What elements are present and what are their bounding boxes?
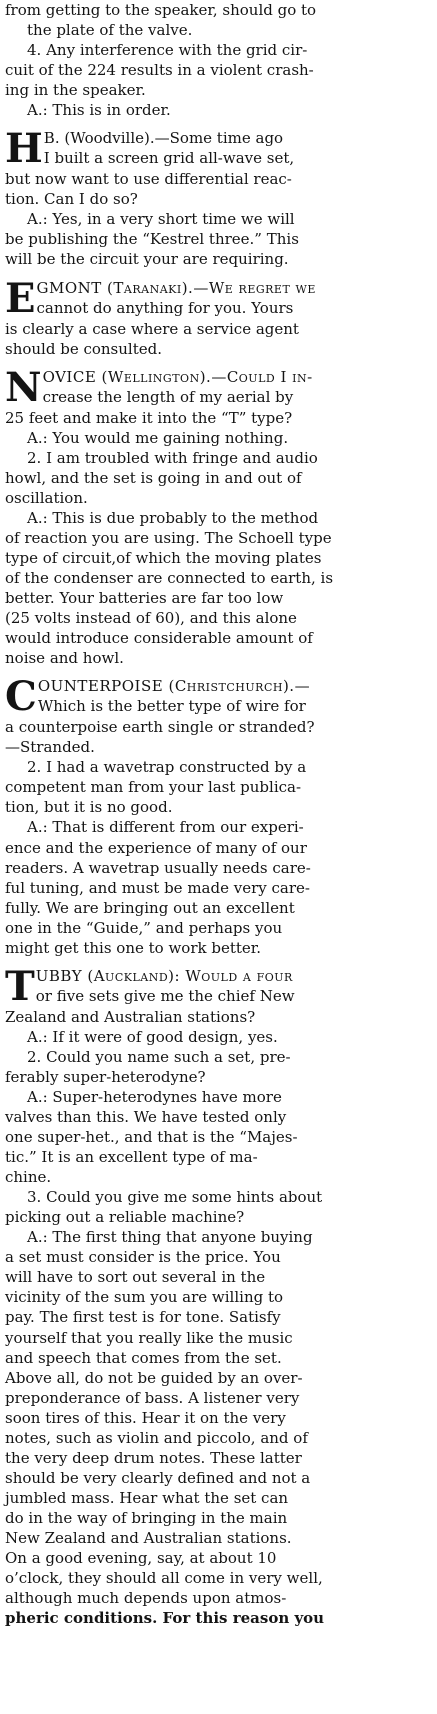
- text-line: cuit of the 224 results in a violent crash-: [5, 61, 314, 80]
- text-line: jumbled mass. Hear what the set can: [5, 1488, 289, 1507]
- text-line: might get this one to work better.: [5, 938, 262, 957]
- text-line: better. Your batteries are far too low: [5, 589, 284, 608]
- text-line: A.: That is different from our experi-: [27, 818, 304, 837]
- text-line: 2. Could you name such a set, pre-: [27, 1047, 291, 1066]
- text-line: UBBY (Auckland): Would a four: [35, 966, 293, 985]
- text-line: 2. I had a wavetrap constructed by a: [27, 758, 307, 777]
- text-line: I built a screen grid all-wave set,: [43, 149, 295, 168]
- text-line: A.: You would me gaining nothing.: [27, 428, 289, 447]
- text-line: notes, such as violin and piccolo, and of: [5, 1428, 308, 1447]
- text-line: one in the “Guide,” and perhaps you: [5, 918, 283, 937]
- text-line: readers. A wavetrap usually needs care-: [5, 858, 311, 877]
- text-line: pheric conditions. For this reason you: [5, 1609, 325, 1628]
- text-line: would introduce considerable amount of: [5, 629, 313, 648]
- text-line: Above all, do not be guided by an over-: [5, 1368, 303, 1387]
- text-line: Zealand and Australian stations?: [5, 1007, 256, 1026]
- text-line: will have to sort out several in the: [5, 1268, 266, 1287]
- text-line: crease the length of my aerial by: [42, 387, 294, 406]
- text-line: should be very clearly defined and not a: [5, 1468, 311, 1487]
- text-line: o’clock, they should all come in very well,: [5, 1569, 323, 1588]
- text-line: ing in the speaker.: [5, 81, 146, 100]
- text-line: yourself that you really like the music: [5, 1328, 293, 1347]
- drop-cap: H: [5, 125, 43, 173]
- text-line: B. (Woodville).—Some time ago: [43, 129, 284, 148]
- drop-cap: E: [5, 274, 36, 322]
- text-line: 25 feet and make it into the “T” type?: [5, 408, 293, 427]
- text-line: the very deep drum notes. These latter: [5, 1448, 302, 1467]
- text-line: one super-het., and that is the “Majes-: [5, 1128, 298, 1147]
- text-line: chine.: [5, 1168, 52, 1187]
- text-line: ence and the experience of many of our: [5, 838, 307, 857]
- text-line: OUNTERPOISE (Christchurch).—: [37, 677, 311, 696]
- text-line: tic.” It is an excellent type of ma-: [5, 1148, 258, 1167]
- text-line: 3. Could you give me some hints about: [27, 1188, 323, 1207]
- query-woodville: [5, 125, 433, 269]
- text-line: is clearly a case where a service agent: [5, 319, 299, 338]
- drop-cap: N: [5, 363, 42, 411]
- text-line: A.: This is in order.: [27, 101, 171, 120]
- text-line: OVICE (Wellington).—Could I in-: [42, 367, 313, 386]
- continued-answer: [5, 0, 433, 120]
- text-line: be publishing the “Kestrel three.” This: [5, 230, 299, 249]
- text-line: valves than this. We have tested only: [5, 1108, 287, 1127]
- drop-cap: T: [5, 962, 35, 1010]
- text-line: competent man from your last publica-: [5, 778, 302, 797]
- text-line: fully. We are bringing out an excellent: [5, 898, 295, 917]
- text-line: or five sets give me the chief New: [35, 986, 295, 1005]
- text-line: A.: Yes, in a very short time we will: [27, 210, 295, 229]
- text-line: New Zealand and Australian stations.: [5, 1529, 292, 1547]
- text-line: Which is the better type of wire for: [37, 697, 306, 716]
- text-line: A.: Super-heterodynes have more: [27, 1087, 282, 1106]
- text-line: do in the way of bringing in the main: [5, 1508, 288, 1527]
- query-tubby: [5, 962, 433, 1628]
- text-line: of reaction you are using. The Schoell type: [5, 528, 332, 547]
- text-line: (25 volts instead of 60), and this alone: [5, 609, 297, 628]
- text-line: 4. Any interference with the grid cir-: [27, 41, 308, 60]
- text-line: vicinity of the sum you are willing to: [5, 1288, 284, 1307]
- text-line: cannot do anything for you. Yours: [36, 298, 294, 317]
- text-line: type of circuit,of which the moving plates: [5, 548, 322, 567]
- text-line: picking out a reliable machine?: [5, 1208, 245, 1227]
- query-novice: [5, 363, 433, 669]
- text-line: —Stranded.: [5, 738, 95, 757]
- text-line: On a good evening, say, at about 10: [5, 1549, 277, 1568]
- text-line: oscillation.: [5, 488, 88, 507]
- text-line: noise and howl.: [5, 649, 124, 668]
- text-line: a set must consider is the price. You: [5, 1248, 281, 1267]
- query-egmont: [5, 274, 433, 359]
- text-line: GMONT (Taranaki).—We regret we: [36, 278, 316, 297]
- text-line: A.: This is due probably to the method: [27, 508, 319, 527]
- text-line: pay. The first test is for tone. Satisfy: [5, 1308, 281, 1327]
- text-line: ferably super-heterodyne?: [5, 1067, 206, 1086]
- text-line: tion, but it is no good.: [5, 798, 173, 817]
- text-line: but now want to use differential reac-: [5, 170, 292, 189]
- text-line: of the condenser are connected to earth, is: [5, 568, 334, 587]
- text-line: and speech that comes from the set.: [5, 1348, 282, 1367]
- text-line: although much depends upon atmos-: [5, 1589, 287, 1608]
- drop-cap: C: [5, 673, 37, 721]
- text-line: from getting to the speaker, should go to: [5, 1, 317, 19]
- query-counterpoise: [5, 673, 433, 958]
- text-line: will be the circuit your are requiring.: [5, 250, 289, 269]
- text-line: A.: The first thing that anyone buying: [27, 1228, 313, 1247]
- text-line: preponderance of bass. A listener very: [5, 1388, 300, 1407]
- text-line: should be consulted.: [5, 339, 162, 358]
- text-line: the plate of the valve.: [27, 21, 193, 40]
- text-line: tion. Can I do so?: [5, 190, 138, 209]
- text-line: a counterpoise earth single or stranded?: [5, 718, 315, 737]
- text-line: ful tuning, and must be made very care-: [5, 878, 310, 897]
- text-line: howl, and the set is going in and out of: [5, 468, 302, 487]
- text-line: A.: If it were of good design, yes.: [27, 1027, 278, 1046]
- text-line: soon tires of this. Hear it on the very: [5, 1408, 286, 1427]
- text-line: 2. I am troubled with fringe and audio: [27, 448, 318, 467]
